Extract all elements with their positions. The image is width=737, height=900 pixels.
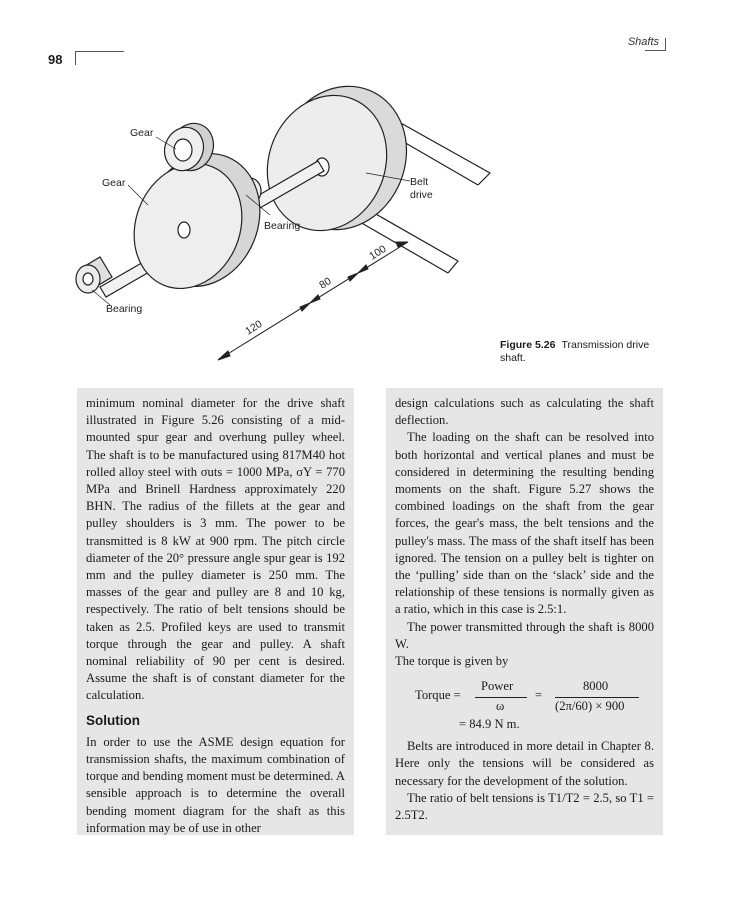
text-paragraph: The torque is given by (395, 654, 509, 669)
solution-heading: Solution (86, 712, 140, 728)
text-paragraph: The power transmitted through the shaft is 8000 W. (395, 619, 654, 651)
running-head: Shafts (627, 36, 659, 48)
text-paragraph: Belts are introduced in more detail in Chapter 8. Here only the tensions will be considered as necessary for the development of the solution. (395, 739, 654, 788)
label-gear-left: Gear (102, 177, 126, 189)
equation-denominator: ω (496, 699, 505, 714)
label-gear-top: Gear (130, 127, 154, 139)
equation-denominator: (2π/60) × 900 (555, 699, 625, 714)
header-rule (645, 38, 666, 51)
transmission-shaft-figure (60, 85, 500, 375)
dimension-120: 120 (243, 318, 265, 338)
label-bearing-right: Bearing (264, 220, 301, 232)
label-belt: Belt (410, 176, 429, 188)
label-bearing-left: Bearing (106, 303, 143, 315)
right-column (386, 388, 663, 835)
text-paragraph: The ratio of belt tensions is T1/T2 = 2.5, so T1 = 2.5T2. (395, 790, 654, 823)
problem-paragraph: minimum nominal diameter for the drive shaft illustrated in Figure 5.26 consisting of a mid-mounted spur gear and overhung pulley wheel. The shaft is to be manufactured using 817M40 hot rolled alloy steel with σuts = 1000 MPa, σY = 770 MPa and Brinell Hardness approximately 220 BHN. The radius of the fillets at the gear and pulley shoulders is 3 mm. The power to be transmitted is 8 kW at 900 rpm. The pitch circle diameter of the 20° pressure angle spur gear is 192 mm and the pulley diameter is 250 mm. The masses of the gear and pulley are 8 and 10 kg, respectively. The ratio of belt tensions should be taken as 2.5. Profiled keys are used to transmit torque through the gear and pulley. A shaft nominal reliability of 90 per cent is desired. Assume the shaft is of constant diameter for the calculation. (86, 396, 345, 703)
dimension-line (218, 242, 408, 360)
equation-numerator: Power (481, 679, 514, 694)
text-paragraph: The loading on the shaft can be resolved into both horizontal and vertical planes and must be considered in determining the resulting bending moments on the shaft. Figure 5.27 shows the combined loadings on the shaft from the gear forces, the gear's mass, the belt tensions and the pulley's mass. The mass of the shaft itself has been ignored. The tension on a pulley belt is tighter on the ‘pulling’ side than on the ‘slack’ side and the relationship of these tensions is normally given as a ratio, which in this case is 2.5:1. (395, 430, 654, 617)
solution-paragraph: In order to use the ASME design equation for transmission shafts, the maximum combination of torque and bending moment must be determined. A sensible approach is to determine the overall bending moment diagram for the shaft as this information may be of use in other (86, 734, 345, 835)
figure-caption (500, 339, 670, 365)
equation-equals: = (535, 688, 543, 703)
equation-result: = 84.9 N m. (459, 717, 520, 732)
left-column (77, 388, 354, 835)
header-rule (75, 51, 124, 65)
label-belt-drive: drive (410, 189, 433, 201)
equation-lhs: Torque = (415, 688, 461, 703)
dimension-80: 80 (317, 275, 334, 292)
caption-label: Figure 5.26 (500, 339, 556, 351)
equation-numerator: 8000 (583, 679, 609, 694)
page-number: 98 (48, 52, 63, 67)
caption-text: Transmission drive shaft. (500, 339, 650, 364)
dimension-100: 100 (367, 243, 389, 263)
text-paragraph: design calculations such as calculating the shaft deflection. (395, 396, 654, 428)
torque-equation (395, 678, 654, 732)
